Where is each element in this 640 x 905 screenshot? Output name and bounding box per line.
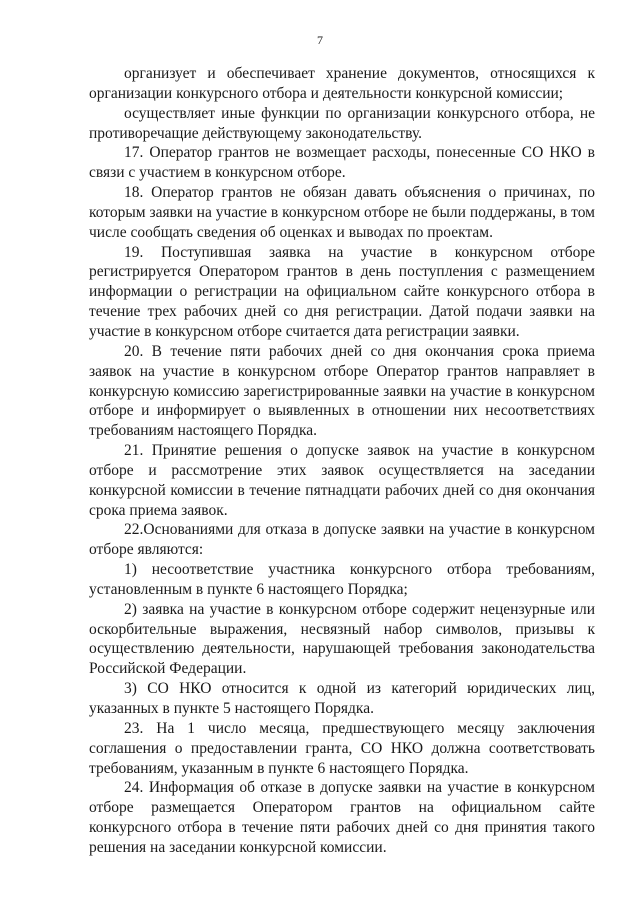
paragraph-22: 22.Основаниями для отказа в допуске заявки на участие в конкурсном отборе являются: (89, 521, 595, 559)
paragraph-21: 21. Принятие решения о допуске заявок на участие в конкурсном отборе и рассмотрение этих заявок осуществляется на заседании конкурсной комиссии в течение пятнадцати рабочих дней со дня окончания срока приема заявок. (89, 442, 595, 519)
paragraph-20: 20. В течение пяти рабочих дней со дня окончания срока приема заявок на участие в конкурсном отборе Оператор грантов направляет в конкурсную комиссию зарегистрированные заявки на участие в конкурсном отборе и информирует о выявленных в отношении них несоответствиях требованиям настоящего Порядка. (89, 342, 595, 440)
document-body (89, 64, 595, 858)
paragraph-18: 18. Оператор грантов не обязан давать объяснения о причинах, по которым заявки на участие в конкурсном отборе не были поддержаны, в том числе сообщать сведения об оценках и выводах по проектам. (89, 184, 595, 241)
paragraph-22-item-3: 3) СО НКО относится к одной из категорий юридических лиц, указанных в пункте 5 настоящего Порядка. (89, 680, 595, 717)
paragraph-23: 23. На 1 число месяца, предшествующего месяцу заключения соглашения о предоставлении гранта, СО НКО должна соответствовать требованиям, указанным в пункте 6 настоящего Порядка. (89, 719, 595, 777)
paragraph-24: 24. Информация об отказе в допуске заявки на участие в конкурсном отборе размещается Оператором грантов на официальном сайте конкурсного отбора в течение пяти рабочих дней со дня принятия такого решения на заседании конкурсной комиссии. (89, 779, 595, 856)
paragraph-22-item-2: 2) заявка на участие в конкурсном отборе содержит нецензурные или оскорбительные выражения, несвязный набор символов, призывы к осуществлению деятельности, нарушающей требования законодательства Российской Федерации. (89, 600, 595, 678)
page-number: 7 (317, 33, 323, 47)
paragraph-17: 17. Оператор грантов не возмещает расходы, понесенные СО НКО в связи с участием в конкурсном отборе. (89, 144, 595, 182)
paragraph-organizes-storage: организует и обеспечивает хранение документов, относящихся к организации конкурсного отбора и деятельности конкурсной комиссии; (89, 65, 595, 102)
paragraph-19: 19. Поступившая заявка на участие в конкурсном отборе регистрируется Оператором грантов в день поступления с размещением информации о регистрации на официальном сайте конкурсного отбора в течение трех рабочих дней со дня регистрации. Датой подачи заявки на участие в конкурсном отборе считается дата регистрации заявки. (89, 243, 595, 340)
paragraph-other-functions: осуществляет иные функции по организации конкурсного отбора, не противоречащие действующему законодательству. (89, 104, 595, 142)
paragraph-22-item-1: 1) несоответствие участника конкурсного отбора требованиям, установленным в пункте 6 настоящего Порядка; (89, 561, 595, 598)
